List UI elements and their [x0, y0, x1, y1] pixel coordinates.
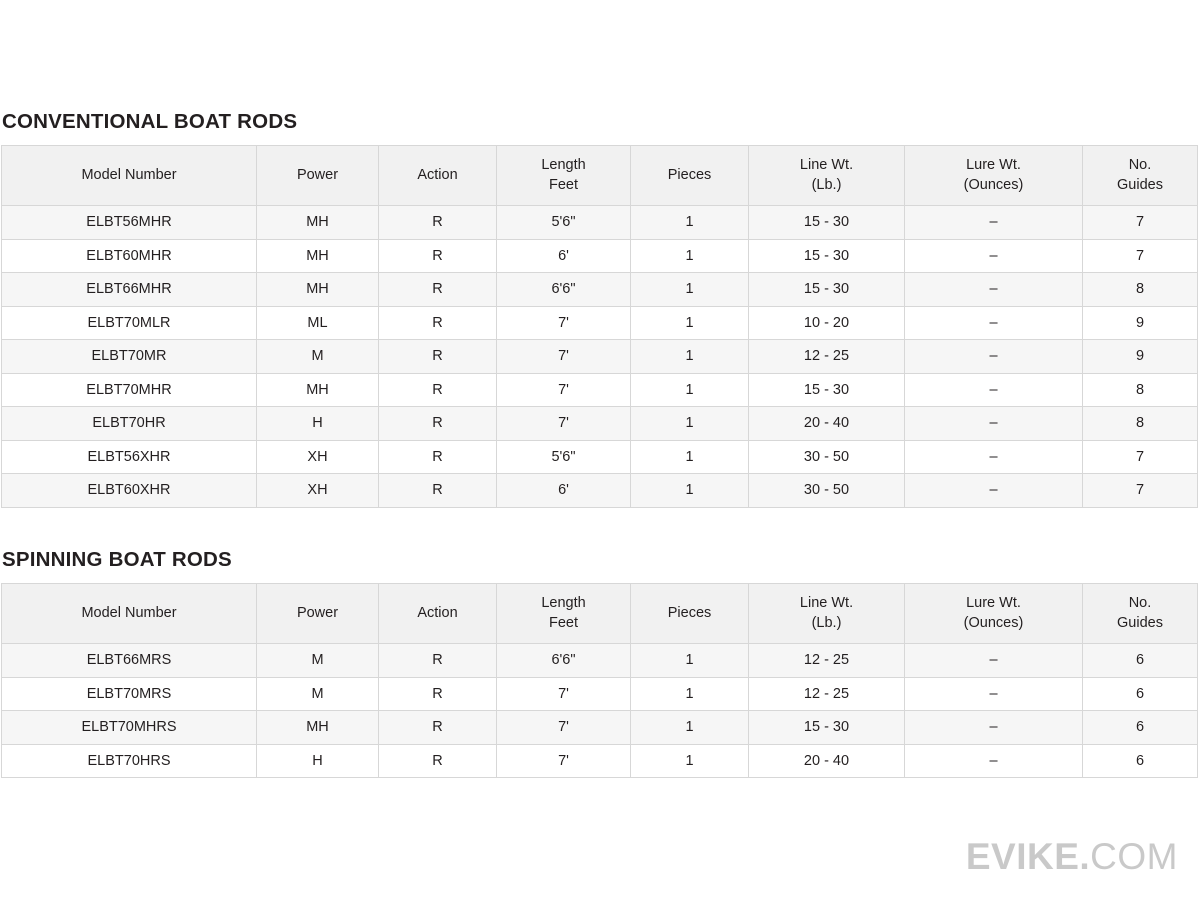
- cell-lure-wt: –: [905, 206, 1083, 240]
- cell-lure-wt: –: [905, 239, 1083, 273]
- cell-power: M: [257, 677, 379, 711]
- column-header-line1: Action: [417, 604, 458, 621]
- column-header-line1: Lure Wt.: [966, 594, 1021, 611]
- cell-lure-wt: –: [905, 373, 1083, 407]
- cell-length: 7': [497, 744, 631, 778]
- cell-no-guides: 7: [1083, 440, 1198, 474]
- column-header-line2: Guides: [1117, 176, 1163, 193]
- column-header-line1: Line Wt.: [799, 156, 854, 173]
- cell-length: 7': [497, 407, 631, 441]
- table-row: [2, 373, 1198, 407]
- column-header-line2: (Lb.): [811, 614, 842, 631]
- spinning-boat-rods-table: [1, 583, 1198, 778]
- column-header-lure-wt: [905, 146, 1083, 206]
- cell-line-wt: 20 - 40: [749, 744, 905, 778]
- cell-pieces: 1: [631, 273, 749, 307]
- cell-power: XH: [257, 440, 379, 474]
- cell-power: MH: [257, 239, 379, 273]
- cell-length: 7': [497, 373, 631, 407]
- cell-power: MH: [257, 206, 379, 240]
- cell-action: R: [379, 744, 497, 778]
- cell-model-number: ELBT70MR: [2, 340, 257, 374]
- column-header-line1: Power: [296, 604, 339, 621]
- cell-line-wt: 12 - 25: [749, 340, 905, 374]
- cell-pieces: 1: [631, 440, 749, 474]
- cell-pieces: 1: [631, 306, 749, 340]
- table-header-row: [2, 584, 1198, 644]
- cell-line-wt: 12 - 25: [749, 677, 905, 711]
- cell-pieces: 1: [631, 711, 749, 745]
- column-header-no-guides: [1083, 584, 1198, 644]
- cell-action: R: [379, 273, 497, 307]
- table-row: [2, 440, 1198, 474]
- table-header-row: [2, 146, 1198, 206]
- column-header-power: [257, 584, 379, 644]
- cell-length: 6': [497, 239, 631, 273]
- cell-no-guides: 6: [1083, 711, 1198, 745]
- cell-no-guides: 6: [1083, 744, 1198, 778]
- cell-no-guides: 7: [1083, 239, 1198, 273]
- table-row: [2, 474, 1198, 508]
- cell-no-guides: 8: [1083, 273, 1198, 307]
- cell-action: R: [379, 711, 497, 745]
- cell-pieces: 1: [631, 407, 749, 441]
- cell-no-guides: 8: [1083, 373, 1198, 407]
- column-header-line1: No.: [1128, 594, 1152, 611]
- table-row: [2, 407, 1198, 441]
- column-header-length-feet: [497, 146, 631, 206]
- watermark-brand: EVIKE: [965, 836, 1080, 877]
- watermark-dot: .: [1079, 836, 1091, 877]
- cell-pieces: 1: [631, 474, 749, 508]
- cell-length: 7': [497, 711, 631, 745]
- cell-no-guides: 7: [1083, 474, 1198, 508]
- column-header-action: [379, 146, 497, 206]
- cell-model-number: ELBT70MRS: [2, 677, 257, 711]
- column-header-model-number: [2, 146, 257, 206]
- cell-pieces: 1: [631, 206, 749, 240]
- cell-pieces: 1: [631, 744, 749, 778]
- column-header-line2: (Ounces): [963, 614, 1024, 631]
- evike-watermark: [966, 836, 1178, 878]
- column-header-line1: Length: [541, 594, 586, 611]
- column-header-line1: No.: [1128, 156, 1152, 173]
- cell-line-wt: 15 - 30: [749, 239, 905, 273]
- table-row: [2, 340, 1198, 374]
- cell-line-wt: 30 - 50: [749, 474, 905, 508]
- cell-action: R: [379, 306, 497, 340]
- section-title: CONVENTIONAL BOAT RODS: [2, 110, 298, 133]
- cell-power: MH: [257, 373, 379, 407]
- column-header-line2: (Lb.): [811, 176, 842, 193]
- cell-line-wt: 10 - 20: [749, 306, 905, 340]
- column-header-line1: Power: [296, 166, 339, 183]
- cell-model-number: ELBT56MHR: [2, 206, 257, 240]
- column-header-line1: Length: [541, 156, 586, 173]
- column-header-pieces: [631, 584, 749, 644]
- table-row: [2, 711, 1198, 745]
- column-header-line2: (Ounces): [963, 176, 1024, 193]
- table-row: [2, 273, 1198, 307]
- cell-no-guides: 8: [1083, 407, 1198, 441]
- column-header-power: [257, 146, 379, 206]
- column-header-line-wt: [749, 146, 905, 206]
- conventional-boat-rods-table: [1, 145, 1198, 508]
- cell-lure-wt: –: [905, 340, 1083, 374]
- cell-model-number: ELBT66MRS: [2, 644, 257, 678]
- cell-pieces: 1: [631, 239, 749, 273]
- column-header-line1: Lure Wt.: [966, 156, 1021, 173]
- cell-length: 5'6": [497, 206, 631, 240]
- column-header-line2: Guides: [1117, 614, 1163, 631]
- cell-model-number: ELBT70HRS: [2, 744, 257, 778]
- cell-no-guides: 9: [1083, 340, 1198, 374]
- column-header-action: [379, 584, 497, 644]
- cell-no-guides: 6: [1083, 677, 1198, 711]
- cell-length: 7': [497, 306, 631, 340]
- cell-length: 6': [497, 474, 631, 508]
- cell-length: 5'6": [497, 440, 631, 474]
- cell-model-number: ELBT56XHR: [2, 440, 257, 474]
- table-row: [2, 644, 1198, 678]
- cell-action: R: [379, 373, 497, 407]
- cell-lure-wt: –: [905, 306, 1083, 340]
- cell-action: R: [379, 677, 497, 711]
- cell-lure-wt: –: [905, 711, 1083, 745]
- cell-line-wt: 15 - 30: [749, 206, 905, 240]
- cell-model-number: ELBT70MLR: [2, 306, 257, 340]
- cell-action: R: [379, 440, 497, 474]
- table-row: [2, 677, 1198, 711]
- cell-lure-wt: –: [905, 644, 1083, 678]
- cell-length: 6'6": [497, 644, 631, 678]
- cell-no-guides: 7: [1083, 206, 1198, 240]
- column-header-line-wt: [749, 584, 905, 644]
- cell-lure-wt: –: [905, 677, 1083, 711]
- column-header-no-guides: [1083, 146, 1198, 206]
- column-header-line2: Feet: [548, 176, 578, 193]
- watermark-tld: COM: [1090, 836, 1178, 877]
- cell-model-number: ELBT70HR: [2, 407, 257, 441]
- column-header-line2: Feet: [548, 614, 578, 631]
- cell-power: M: [257, 644, 379, 678]
- column-header-line1: Pieces: [667, 166, 712, 183]
- cell-lure-wt: –: [905, 440, 1083, 474]
- cell-pieces: 1: [631, 677, 749, 711]
- cell-action: R: [379, 474, 497, 508]
- cell-action: R: [379, 206, 497, 240]
- cell-lure-wt: –: [905, 407, 1083, 441]
- table-row: [2, 744, 1198, 778]
- cell-lure-wt: –: [905, 744, 1083, 778]
- cell-power: M: [257, 340, 379, 374]
- column-header-model-number: [2, 584, 257, 644]
- cell-line-wt: 15 - 30: [749, 711, 905, 745]
- cell-model-number: ELBT70MHRS: [2, 711, 257, 745]
- cell-lure-wt: –: [905, 273, 1083, 307]
- cell-line-wt: 15 - 30: [749, 273, 905, 307]
- cell-model-number: ELBT60MHR: [2, 239, 257, 273]
- table-row: [2, 206, 1198, 240]
- cell-power: H: [257, 407, 379, 441]
- section-title: SPINNING BOAT RODS: [2, 548, 232, 571]
- cell-lure-wt: –: [905, 474, 1083, 508]
- cell-model-number: ELBT66MHR: [2, 273, 257, 307]
- cell-power: MH: [257, 273, 379, 307]
- cell-action: R: [379, 340, 497, 374]
- cell-power: XH: [257, 474, 379, 508]
- cell-model-number: ELBT60XHR: [2, 474, 257, 508]
- cell-length: 7': [497, 340, 631, 374]
- column-header-pieces: [631, 146, 749, 206]
- cell-action: R: [379, 239, 497, 273]
- cell-power: ML: [257, 306, 379, 340]
- column-header-line1: Line Wt.: [799, 594, 854, 611]
- cell-action: R: [379, 644, 497, 678]
- cell-line-wt: 15 - 30: [749, 373, 905, 407]
- cell-power: H: [257, 744, 379, 778]
- table-row: [2, 306, 1198, 340]
- cell-action: R: [379, 407, 497, 441]
- cell-line-wt: 20 - 40: [749, 407, 905, 441]
- table-row: [2, 239, 1198, 273]
- column-header-line1: Model Number: [81, 166, 177, 183]
- column-header-line1: Model Number: [81, 604, 177, 621]
- cell-length: 7': [497, 677, 631, 711]
- column-header-lure-wt: [905, 584, 1083, 644]
- cell-model-number: ELBT70MHR: [2, 373, 257, 407]
- cell-line-wt: 30 - 50: [749, 440, 905, 474]
- column-header-length-feet: [497, 584, 631, 644]
- section-conventional-boat-rods: [0, 110, 1198, 508]
- cell-pieces: 1: [631, 644, 749, 678]
- cell-no-guides: 6: [1083, 644, 1198, 678]
- column-header-line1: Pieces: [667, 604, 712, 621]
- cell-power: MH: [257, 711, 379, 745]
- cell-pieces: 1: [631, 373, 749, 407]
- cell-line-wt: 12 - 25: [749, 644, 905, 678]
- section-spinning-boat-rods: [0, 548, 1198, 778]
- cell-no-guides: 9: [1083, 306, 1198, 340]
- cell-length: 6'6": [497, 273, 631, 307]
- column-header-line1: Action: [417, 166, 458, 183]
- cell-pieces: 1: [631, 340, 749, 374]
